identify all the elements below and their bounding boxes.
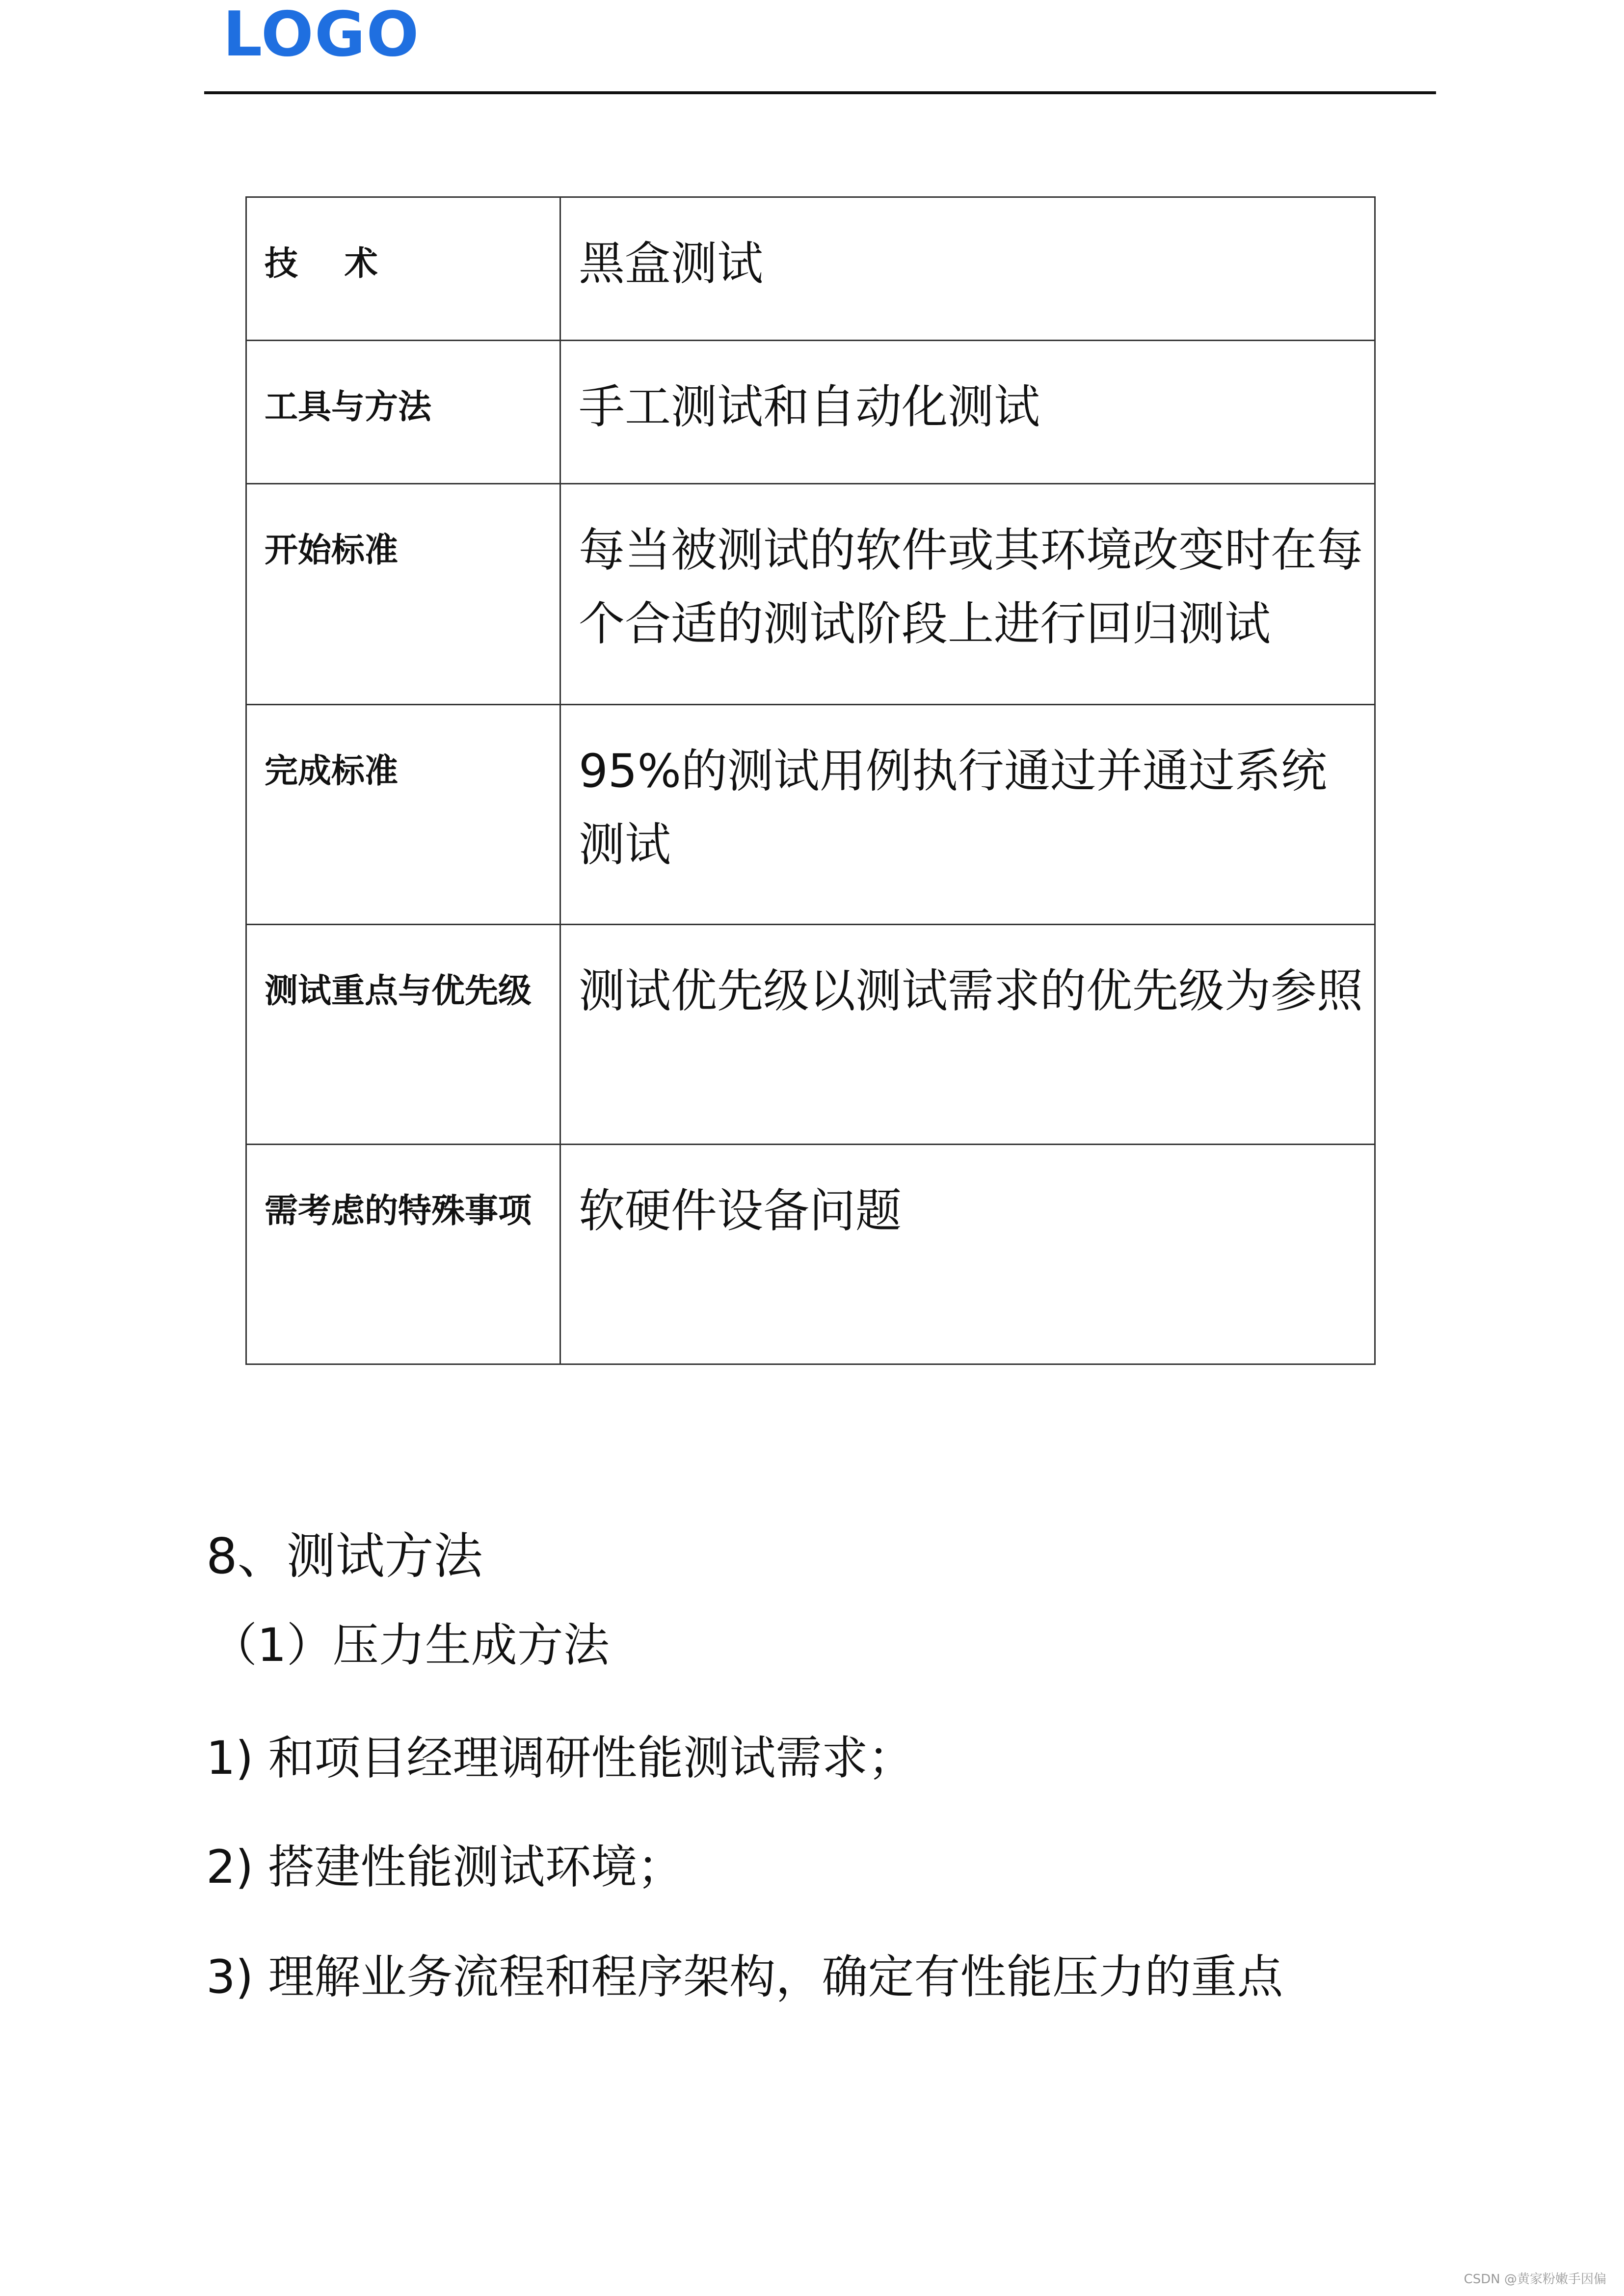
row-value-technique: 黑盒测试 bbox=[579, 237, 764, 291]
table-label-cell bbox=[246, 484, 560, 705]
row-label-technique: 技 术 bbox=[265, 244, 378, 283]
table-label-cell bbox=[246, 341, 560, 484]
row-label-completion-criteria: 完成标准 bbox=[265, 752, 399, 791]
list-item: 3) 理解业务流程和程序架构，确定有性能压力的重点 bbox=[206, 1950, 1283, 2004]
watermark: CSDN @黄家粉嫩手因偏 bbox=[1464, 2272, 1606, 2287]
logo-text: LOGO bbox=[223, 0, 420, 70]
test-strategy-table bbox=[245, 196, 1376, 1365]
row-label-start-criteria: 开始标准 bbox=[265, 531, 399, 570]
list-item: 1) 和项目经理调研性能测试需求； bbox=[206, 1732, 914, 1785]
section-heading: 8、测试方法 bbox=[206, 1527, 483, 1585]
table-label-cell bbox=[246, 197, 560, 341]
table-value-cell bbox=[560, 484, 1375, 705]
table-value-cell bbox=[560, 341, 1375, 484]
table-label-cell bbox=[246, 1145, 560, 1364]
table-row bbox=[246, 484, 1375, 705]
table-row bbox=[246, 197, 1375, 341]
table-label-cell bbox=[246, 705, 560, 925]
row-value-completion-criteria: 95%的测试用例执行通过并通过系统测试 bbox=[579, 745, 1327, 872]
list-item: 2) 搭建性能测试环境； bbox=[206, 1841, 684, 1894]
table-row bbox=[246, 1145, 1375, 1364]
row-label-priority: 测试重点与优先级 bbox=[265, 972, 532, 1011]
table-row bbox=[246, 925, 1375, 1145]
section-subheading: （1）压力生成方法 bbox=[211, 1619, 610, 1672]
row-label-tools: 工具与方法 bbox=[265, 388, 432, 427]
row-value-special-considerations: 软硬件设备问题 bbox=[579, 1184, 902, 1238]
table-value-cell bbox=[560, 197, 1375, 341]
table-row bbox=[246, 705, 1375, 925]
row-label-special-considerations: 需考虑的特殊事项 bbox=[265, 1192, 532, 1230]
row-value-priority: 测试优先级以测试需求的优先级为参照 bbox=[579, 964, 1363, 1018]
table-row bbox=[246, 341, 1375, 484]
logo bbox=[223, 0, 420, 70]
table-label-cell bbox=[246, 925, 560, 1145]
header-divider bbox=[204, 91, 1436, 94]
row-value-start-criteria: 每当被测试的软件或其环境改变时在每个合适的测试阶段上进行回归测试 bbox=[579, 524, 1363, 651]
table-value-cell bbox=[560, 705, 1375, 925]
row-value-tools: 手工测试和自动化测试 bbox=[579, 380, 1040, 434]
table-value-cell bbox=[560, 925, 1375, 1145]
table-value-cell bbox=[560, 1145, 1375, 1364]
